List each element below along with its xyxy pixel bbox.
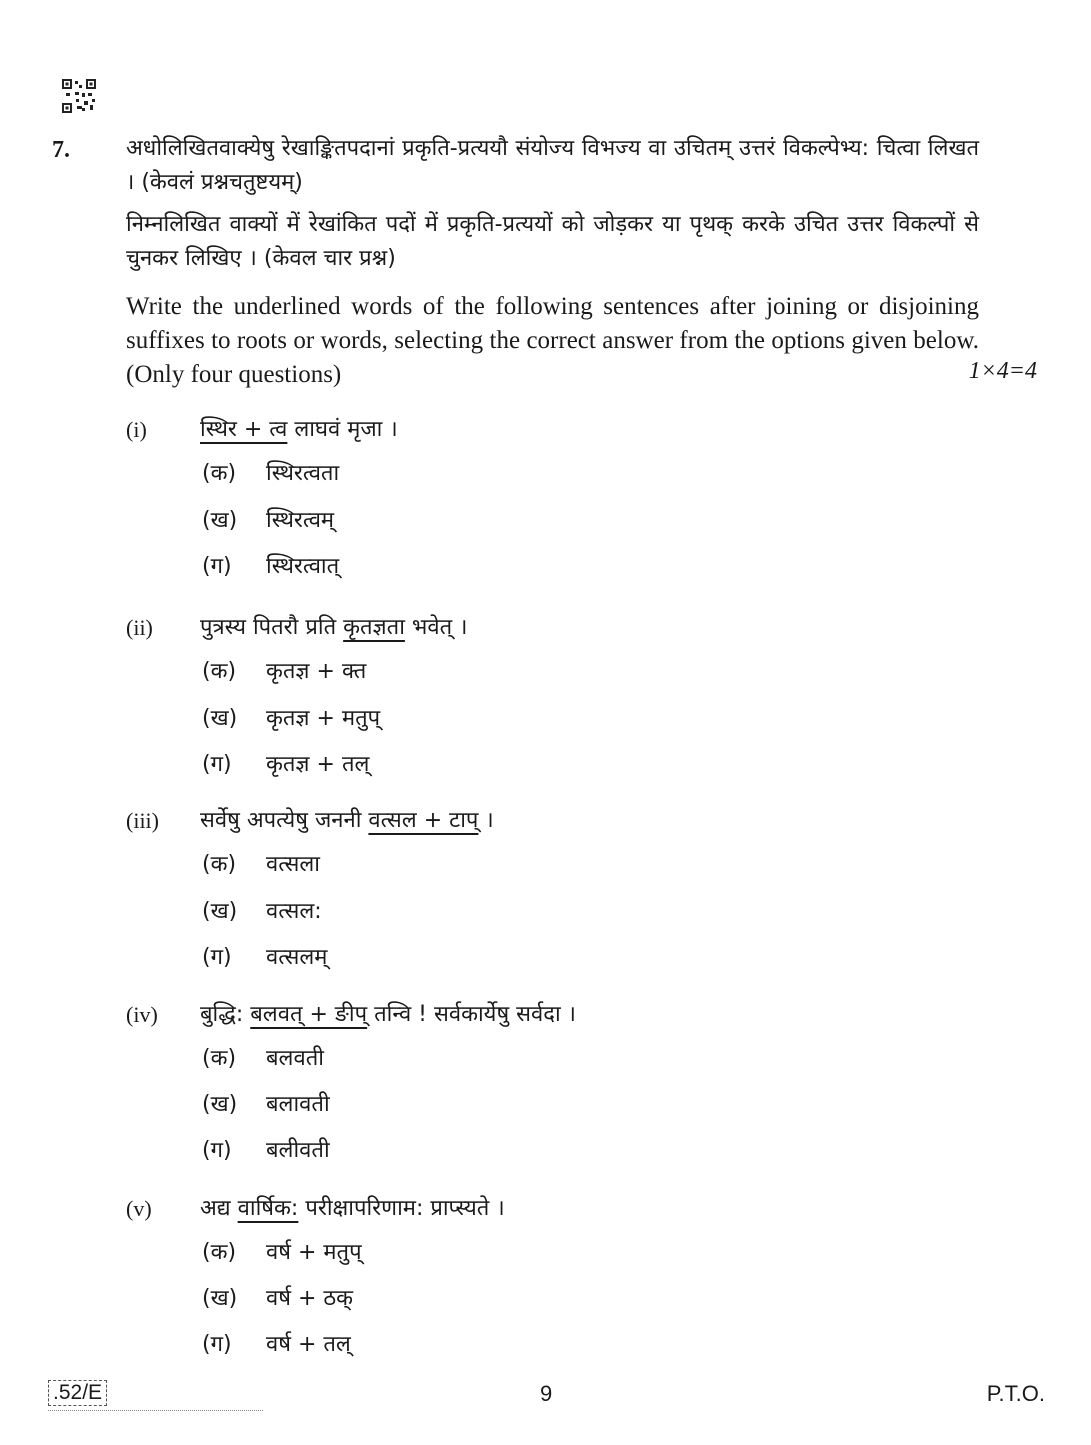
code-dotted-line: [48, 1410, 263, 1414]
item-roman: (v): [126, 1196, 152, 1221]
page-number: 9: [540, 1381, 553, 1406]
option: (क) वत्सला: [202, 852, 321, 877]
item-roman: (iv): [126, 1002, 158, 1027]
qr-code: [62, 79, 96, 113]
option: (ग) वर्ष + तल्: [202, 1332, 351, 1357]
instruction-english: Write the underlined words of the following sentences after joining or disjoining suffixes to roots or words, selecting the correct answer from the options given below. (Only four questions): [126, 293, 979, 388]
option: (ख) स्थिरत्वम्: [202, 508, 335, 533]
option: (क) वर्ष + मतुप्: [202, 1240, 362, 1265]
option: (ग) स्थिरत्वात्: [202, 554, 340, 579]
option: (ग) वत्सलम्: [202, 945, 328, 970]
paper-code: .52/E: [48, 1380, 107, 1406]
item-roman: (ii): [126, 615, 153, 640]
underlined-word: स्थिर + त्व: [200, 417, 288, 442]
option: (क) बलवती: [202, 1046, 324, 1071]
item-sentence: बुद्धि: बलवत् + ङीप् तन्वि ! सर्वकार्येषु सर्वदा ।: [200, 1002, 576, 1027]
item-roman: (iii): [126, 808, 159, 833]
option: (ख) बलावती: [202, 1092, 330, 1117]
option: (ग) बलीवती: [202, 1138, 330, 1163]
item-sentence: अद्य वार्षिक: परीक्षापरिणाम: प्राप्स्यते ।: [200, 1196, 505, 1221]
underlined-word: वत्सल + टाप्: [368, 808, 479, 833]
underlined-word: कृतज्ञता: [343, 615, 405, 640]
option: (ख) वत्सल:: [202, 899, 322, 924]
option: (क) स्थिरत्वता: [202, 461, 340, 486]
item-sentence: पुत्रस्य पितरौ प्रति कृतज्ञता भवेत् ।: [200, 615, 468, 640]
option: (ख) वर्ष + ठक्: [202, 1286, 354, 1311]
question-number: 7.: [52, 137, 70, 163]
option: (क) कृतज्ञ + क्त: [202, 659, 367, 684]
underlined-word: बलवत् + ङीप्: [250, 1002, 368, 1027]
pto-label: P.T.O.: [986, 1381, 1045, 1406]
option: (ख) कृतज्ञ + मतुप्: [202, 706, 381, 731]
item-sentence: सर्वेषु अपत्येषु जननी वत्सल + टाप् ।: [200, 808, 494, 833]
item-roman: (i): [126, 417, 147, 442]
marks: 1×4=4: [968, 358, 1037, 384]
item-sentence: स्थिर + त्व लाघवं मृजा ।: [200, 417, 398, 442]
instruction-hindi: निम्नलिखित वाक्यों में रेखांकित पदों में प्रकृति-प्रत्ययों को जोड़कर या पृथक् करके उचित उत्तर विकल्पों से चुनकर लिखिए । (केवल चार प्रश्न): [126, 212, 979, 271]
underlined-word: वार्षिक:: [237, 1196, 299, 1221]
option: (ग) कृतज्ञ + तल्: [202, 752, 370, 777]
instruction-sanskrit: अधोलिखितवाक्येषु रेखाङ्कितपदानां प्रकृति-प्रत्ययौ संयोज्य विभज्य वा उचितम् उत्तरं विकल्पेभ्य: चित्वा लिखत । (केवलं प्रश्नचतुष्टयम्): [126, 136, 979, 195]
